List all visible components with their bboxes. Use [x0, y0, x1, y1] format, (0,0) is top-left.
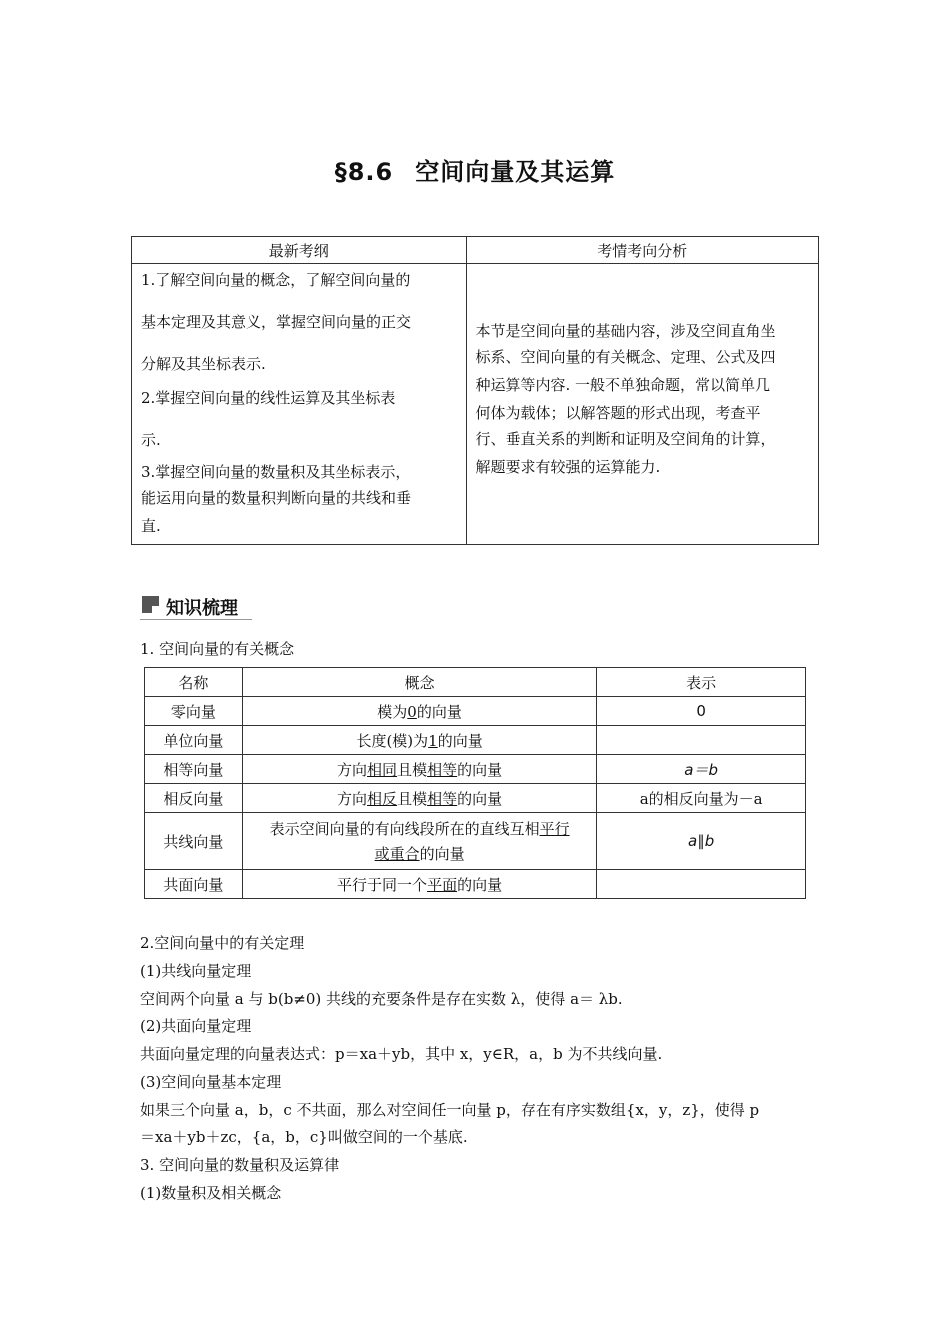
body-line: 如果三个向量 a，b，c 不共面，那么对空间任一向量 p，存在有序实数组{x，y，z}，使得 p: [140, 1101, 760, 1119]
table-row: [145, 813, 806, 870]
row-repr: [597, 726, 806, 755]
body-line: 共面向量定理的向量表达式：p＝xa＋yb，其中 x，y∈R，a，b 为不共线向量.: [140, 1045, 663, 1063]
syllabus-right-line: 标系、空间向量的有关概念、定理、公式及四: [475, 348, 776, 366]
section-underline: [140, 619, 252, 620]
table-row: [145, 784, 806, 813]
row-repr: a的相反向量为－a: [597, 784, 806, 813]
body-line: 空间两个向量 a 与 b(b≠0) 共线的充要条件是存在实数 λ，使得 a＝ λb.: [140, 990, 623, 1008]
syllabus-header-right: 考情考向分析: [466, 237, 819, 264]
syllabus-right-cell: [466, 264, 819, 545]
syllabus-table: [131, 236, 819, 545]
syllabus-left-line: 基本定理及其意义，掌握空间向量的正交: [141, 313, 412, 331]
row-name: 相等向量: [145, 755, 243, 784]
section-title: 空间向量及其运算: [415, 158, 616, 186]
page-title: [0, 152, 950, 187]
section-heading-text: 知识梳理: [166, 598, 238, 619]
row-concept: 长度(模)为1的向量: [242, 726, 596, 755]
syllabus-right-line: 解题要求有较强的运算能力.: [475, 458, 661, 476]
concept-header-name: 名称: [145, 668, 243, 697]
row-repr: [597, 870, 806, 899]
row-concept: 平行于同一个平面的向量: [242, 870, 596, 899]
syllabus-left-line: 直.: [141, 517, 161, 535]
syllabus-header-left: 最新考纲: [132, 237, 467, 264]
body-line: ＝xa＋yb＋zc，{a，b，c}叫做空间的一个基底.: [140, 1128, 468, 1146]
table-row: [145, 726, 806, 755]
body-line: (1)共线向量定理: [140, 962, 252, 980]
row-concept: 模为0的向量: [242, 697, 596, 726]
row-repr: a＝b: [597, 755, 806, 784]
syllabus-left-line: 分解及其坐标表示.: [141, 355, 266, 373]
table-row: [145, 755, 806, 784]
row-concept: 方向相同且模相等的向量: [242, 755, 596, 784]
body-line: (3)空间向量基本定理: [140, 1073, 282, 1091]
syllabus-left-cell: [132, 264, 467, 545]
item-heading: 1. 空间向量的有关概念: [140, 640, 295, 658]
syllabus-left-line: 3.掌握空间向量的数量积及其坐标表示，: [141, 463, 411, 481]
syllabus-left-line: 1.了解空间向量的概念，了解空间向量的: [141, 271, 411, 289]
row-name: 共线向量: [145, 813, 243, 870]
body-line: (2)共面向量定理: [140, 1017, 252, 1035]
row-name: 单位向量: [145, 726, 243, 755]
concept-header-repr: 表示: [597, 668, 806, 697]
row-name: 零向量: [145, 697, 243, 726]
body-line: 2.空间向量中的有关定理: [140, 934, 305, 952]
table-row: [145, 870, 806, 899]
syllabus-left-line: 示.: [141, 431, 161, 449]
table-row: [145, 697, 806, 726]
syllabus-right-line: 本节是空间向量的基础内容，涉及空间直角坐: [475, 322, 776, 340]
row-name: 相反向量: [145, 784, 243, 813]
syllabus-right-line: 行、垂直关系的判断和证明及空间角的计算，: [475, 430, 776, 448]
row-repr: a∥b: [597, 813, 806, 870]
body-line: 3. 空间向量的数量积及运算律: [140, 1156, 340, 1174]
section-square-icon: [142, 596, 159, 613]
concept-table: [144, 667, 806, 899]
section-number: §8.6: [334, 158, 394, 186]
row-concept: 方向相反且模相等的向量: [242, 784, 596, 813]
syllabus-right-line: 何体为载体；以解答题的形式出现，考查平: [475, 404, 761, 422]
row-name: 共面向量: [145, 870, 243, 899]
body-line: (1)数量积及相关概念: [140, 1184, 282, 1202]
row-repr: 0: [597, 697, 806, 726]
syllabus-left-line: 2.掌握空间向量的线性运算及其坐标表: [141, 389, 396, 407]
concept-header-concept: 概念: [242, 668, 596, 697]
syllabus-right-line: 种运算等内容. 一般不单独命题，常以简单几: [475, 376, 771, 394]
row-concept: 表示空间向量的有向线段所在的直线互相平行 或重合的向量: [242, 813, 596, 870]
syllabus-left-line: 能运用向量的数量积判断向量的共线和垂: [141, 489, 412, 507]
